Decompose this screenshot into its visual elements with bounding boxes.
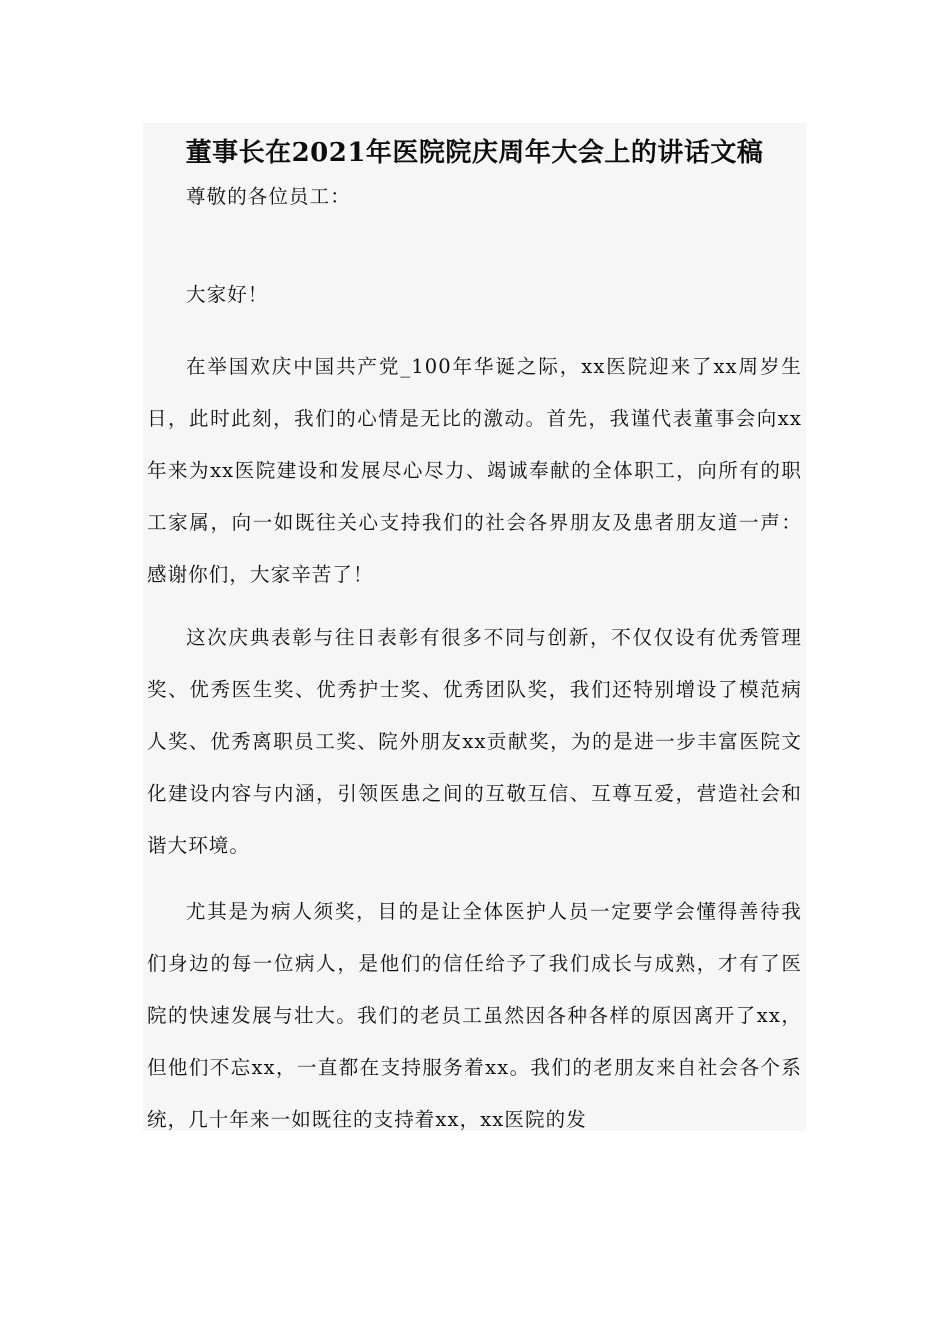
paragraph-opening: 在举国欢庆中国共产党_100年华诞之际，xx医院迎来了xx周岁生日，此时此刻，我们的心情是无比的激动。首先，我谨代表董事会向xx年来为xx医院建设和发展尽心尽力、竭诚奉献的全体职工，向所有的职工家属，向一如既往关心支持我们的社会各界朋友及患者朋友道一声：感谢你们，大家辛苦了！ — [147, 355, 802, 586]
paragraph-awards: 这次庆典表彰与往日表彰有很多不同与创新，不仅仅设有优秀管理奖、优秀医生奖、优秀护士奖、优秀团队奖，我们还特别增设了模范病人奖、优秀离职员工奖、院外朋友xx贡献奖，为的是进一步丰富医院文化建设内容与内涵，引领医患之间的互敬互信、互尊互爱，营造社会和谐大环境。 — [147, 626, 802, 857]
paragraph-patients: 尤其是为病人须奖，目的是让全体医护人员一定要学会懂得善待我们身边的每一位病人，是他们的信任给予了我们成长与成熟，才有了医院的快速发展与壮大。我们的老员工虽然因各种各样的原因离开了xx，但他们不忘xx，一直都在支持服务着xx。我们的老朋友来自社会各个系统，几十年来一如既往的支持着xx，xx医院的发 — [147, 900, 802, 1131]
salutation: 尊敬的各位员工： — [186, 185, 351, 208]
document-page — [143, 123, 806, 1131]
greeting: 大家好！ — [186, 283, 269, 306]
document-title: 董事长在2021年医院院庆周年大会上的讲话文稿 — [185, 138, 764, 168]
